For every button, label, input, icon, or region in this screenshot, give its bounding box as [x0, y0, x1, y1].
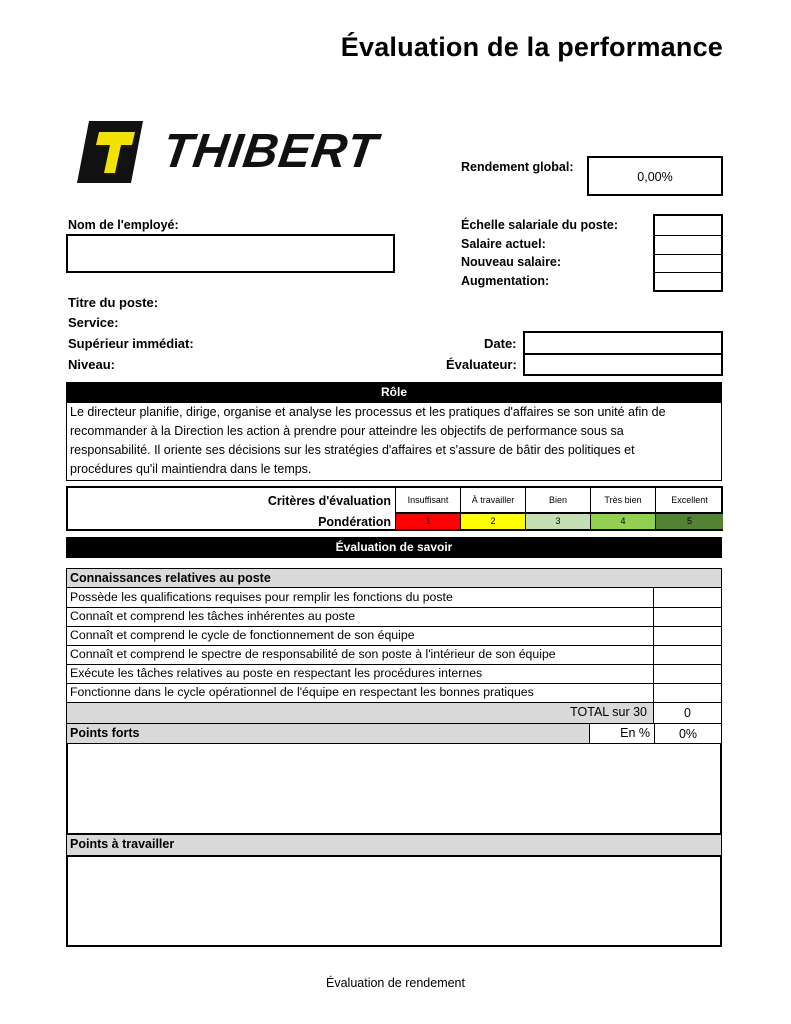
role-line-2: recommander à la Direction les action à prendre pour atteindre les objectifs de performance sous sa — [70, 424, 624, 438]
criterion-row-5 — [66, 664, 722, 684]
role-heading: Rôle — [66, 382, 722, 403]
evaluateur-field[interactable] — [525, 355, 721, 374]
role-box — [66, 403, 722, 481]
thibert-logo — [77, 121, 432, 183]
ponderation-label: Pondération — [318, 515, 391, 529]
percent-label-cell — [589, 724, 654, 744]
criterion-row-4 — [66, 645, 722, 665]
criteria-levels — [395, 488, 723, 514]
criterion-score-1[interactable] — [653, 588, 721, 607]
rendement-label: Rendement global: — [461, 160, 574, 174]
salaire-actuel-field[interactable] — [655, 235, 721, 255]
augmentation-field[interactable] — [655, 273, 721, 290]
criterion-text-6: Fonctionne dans le cycle opérationnel de l'équipe en respectant les bonnes pratiques — [70, 685, 534, 699]
savoir-heading: Évaluation de savoir — [66, 537, 722, 558]
ponderation-4: 4 — [591, 514, 656, 529]
echelle-label: Échelle salariale du poste: — [461, 218, 619, 232]
ponderation-1: 1 — [396, 514, 461, 529]
criteria-excellent: Excellent — [671, 495, 708, 505]
points-travailler-field[interactable] — [66, 855, 722, 947]
points-forts-header — [66, 724, 589, 744]
ponderation-2: 2 — [461, 514, 526, 529]
criteria-a-travailler: À travailler — [461, 488, 526, 512]
criterion-text-1: Possède les qualifications requises pour remplir les fonctions du poste — [70, 590, 453, 604]
page-footer: Évaluation de rendement — [326, 976, 465, 990]
nouveau-salaire-field[interactable] — [655, 254, 721, 273]
titre-poste-label: Titre du poste: — [68, 295, 159, 310]
niveau-label: Niveau: — [68, 357, 115, 372]
connaissances-header — [66, 568, 722, 588]
employee-name-label: Nom de l'employé: — [68, 218, 179, 232]
criterion-score-5[interactable] — [653, 664, 721, 683]
service-label: Service: — [68, 315, 119, 330]
criteria-insuffisant: Insuffisant — [396, 488, 461, 512]
criterion-text-5: Exécute les tâches relatives au poste en respectant les procédures internes — [70, 666, 483, 680]
criterion-score-2[interactable] — [653, 607, 721, 626]
ponderation-3: 3 — [526, 514, 591, 529]
percent-value-cell — [654, 724, 722, 744]
criteria-bien: Bien — [526, 488, 591, 512]
evaluateur-label: Évaluateur: — [446, 357, 517, 372]
ponderation-5: 5 — [656, 514, 723, 529]
total-value-cell — [653, 703, 721, 723]
connaissances-title: Connaissances relatives au poste — [70, 571, 271, 585]
criterion-row-1 — [66, 588, 722, 608]
criterion-score-6[interactable] — [653, 683, 721, 702]
date-field[interactable] — [525, 333, 721, 355]
salary-boxes — [653, 214, 723, 292]
page-title: Évaluation de la performance — [340, 32, 723, 62]
date-label: Date: — [484, 336, 517, 351]
employee-name-field[interactable] — [66, 234, 395, 273]
criterion-text-4: Connaît et comprend le spectre de responsabilité de son poste à l'intérieur de son équipe — [70, 647, 556, 661]
criterion-row-3 — [66, 626, 722, 646]
augmentation-label: Augmentation: — [461, 274, 550, 288]
points-travailler-title: Points à travailler — [70, 837, 175, 851]
criterion-text-2: Connaît et comprend les tâches inhérentes au poste — [70, 609, 356, 623]
rendement-value-box — [587, 156, 723, 196]
criteria-label: Critères d'évaluation — [267, 494, 391, 508]
criterion-row-6 — [66, 683, 722, 703]
ponderation-levels — [395, 514, 723, 529]
logo-text: THIBERT — [159, 125, 381, 178]
rendement-value: 0,00% — [637, 170, 673, 184]
percent-value: 0% — [678, 727, 698, 741]
criteria-table — [66, 486, 723, 531]
superieur-label: Supérieur immédiat: — [68, 336, 194, 351]
points-forts-title: Points forts — [70, 726, 140, 740]
criterion-score-4[interactable] — [653, 645, 721, 664]
criterion-row-2 — [66, 607, 722, 627]
criterion-text-3: Connaît et comprend le cycle de fonctionnement de son équipe — [70, 628, 415, 642]
criterion-score-3[interactable] — [653, 626, 721, 645]
points-forts-field[interactable] — [66, 744, 722, 835]
role-line-4: procédures qu'il maintiendra dans le temps. — [70, 462, 312, 476]
echelle-field[interactable] — [655, 216, 721, 236]
criteria-tres-bien: Très bien — [591, 488, 656, 512]
salaire-actuel-label: Salaire actuel: — [461, 237, 546, 251]
total-row — [66, 703, 722, 724]
percent-label: En % — [620, 726, 650, 740]
points-travailler-header — [66, 835, 722, 855]
date-evaluateur-boxes — [523, 331, 723, 376]
role-line-1: Le directeur planifie, dirige, organise et analyse les processus et les pratiques d'affaires se son unité afin de — [70, 405, 666, 419]
total-label: TOTAL sur 30 — [570, 705, 647, 719]
total-value: 0 — [684, 706, 691, 720]
nouveau-salaire-label: Nouveau salaire: — [461, 255, 562, 269]
role-line-3: responsabilité. Il oriente ses décisions sur les stratégies d'affaires et s'assure de bâtir des politiques et — [70, 443, 635, 457]
